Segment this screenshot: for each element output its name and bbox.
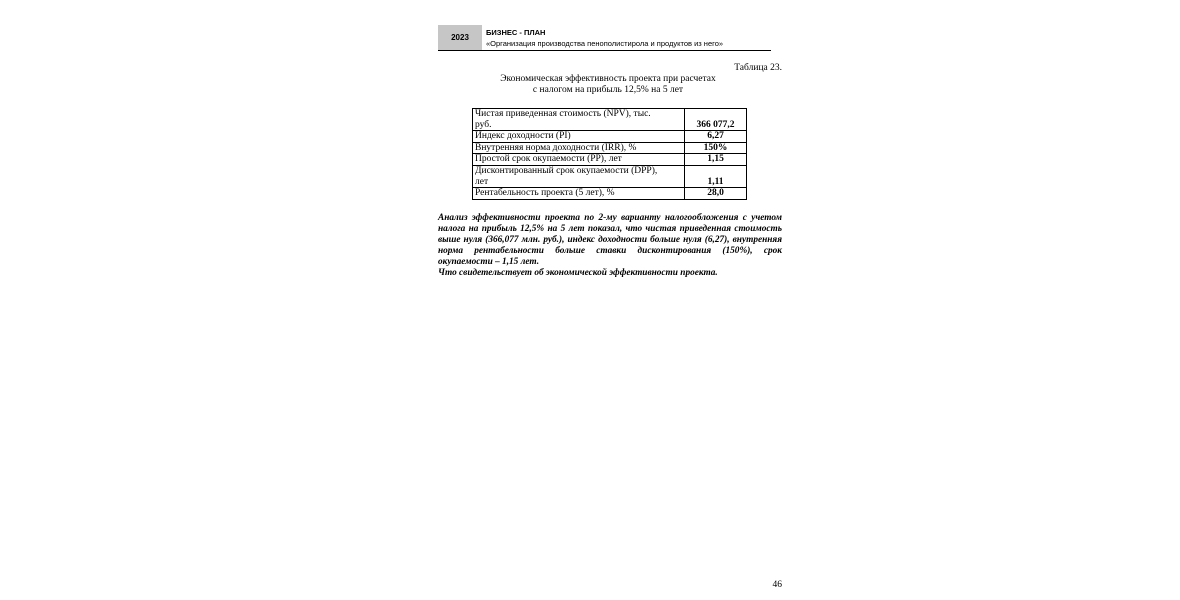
indicator-line-2: руб. <box>475 119 492 130</box>
table-cell-indicator: Индекс доходности (PI) <box>473 131 685 143</box>
table-cell-indicator: Внутренняя норма доходности (IRR), % <box>473 142 685 154</box>
header-divider <box>438 50 771 51</box>
page-number: 46 <box>772 580 782 590</box>
table-cell-value: 1,11 <box>685 165 747 187</box>
conclusion-text <box>438 213 782 279</box>
table-row <box>473 109 747 131</box>
table-row <box>473 131 747 143</box>
header-year: 2023 <box>438 25 482 50</box>
table-cell-value: 6,27 <box>685 131 747 143</box>
conclusion-paragraph-1: Анализ эффективности проекта по 2-му варианту налогообложения с учетом налога на прибыль 12,5% на 5 лет показал, что чистая приведенная стоимость выше нуля (366,077 млн. руб.), индекс доходности больше нуля (6,27), внутренняя норма рентабельности больше ставки дисконтирования (150%), срок окупаемости – 1,15 лет. <box>438 213 782 267</box>
header-subtitle: «Организация производства пенополистирола и продуктов из него» <box>486 39 724 48</box>
efficiency-table <box>472 108 747 200</box>
conclusion-paragraph-2: Что свидетельствует об экономической эффективности проекта. <box>438 268 718 278</box>
header-title: БИЗНЕС - ПЛАН <box>486 28 546 37</box>
table-caption-line-1: Экономическая эффективность проекта при расчетах <box>500 74 716 84</box>
table-cell-indicator <box>473 109 685 131</box>
table-cell-indicator <box>473 165 685 187</box>
table-label: Таблица 23. <box>734 63 782 73</box>
table-row <box>473 142 747 154</box>
indicator-line-1: Дисконтированный срок окупаемости (DPP), <box>475 165 658 176</box>
table-cell-indicator: Рентабельность проекта (5 лет), % <box>473 188 685 200</box>
table-caption-line-2: с налогом на прибыль 12,5% на 5 лет <box>532 85 684 95</box>
table-cell-value: 150% <box>685 142 747 154</box>
table-row <box>473 165 747 187</box>
indicator-line-2: лет <box>475 176 489 187</box>
indicator-line-1: Чистая приведенная стоимость (NPV), тыс. <box>475 109 651 119</box>
table-cell-indicator: Простой срок окупаемости (PP), лет <box>473 154 685 166</box>
table-row <box>473 188 747 200</box>
table-cell-value: 1,15 <box>685 154 747 166</box>
table-cell-value: 28,0 <box>685 188 747 200</box>
table-cell-value: 366 077,2 <box>685 109 747 131</box>
table-row <box>473 154 747 166</box>
